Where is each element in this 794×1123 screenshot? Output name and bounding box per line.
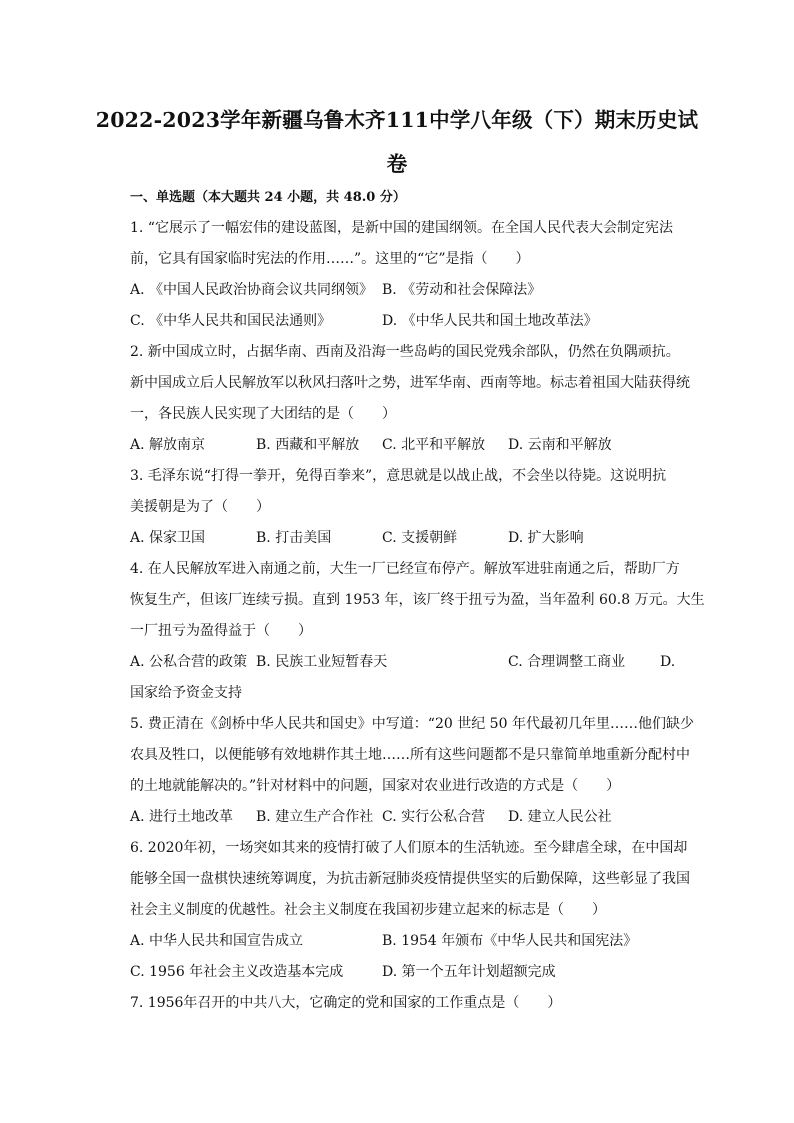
exam-title [90, 98, 704, 186]
question-3-line-2: 美援朝是为了（ ） [130, 499, 270, 515]
section-heading: 一、单选题（本大题共 24 小题，共 48.0 分） [130, 190, 406, 205]
question-5-line-3: 的土地就能解决的。”针对材料中的问题，国家对农业进行改造的方式是（ ） [130, 778, 621, 794]
question-4-line-1: 4. 在人民解放军进入南通之前，大生一厂已经宣布停产。解放军进驻南通之后，帮助厂方 [130, 561, 680, 577]
question-6-line-2: 能够全国一盘棋快速统筹调度，为抗击新冠肺炎疫情提供坚实的后勤保障，这些彰显了我国 [130, 871, 690, 887]
question-2-line-3: 一，各民族人民实现了大团结的是（ ） [130, 406, 396, 422]
question-5-line-2: 农具及牲口，以便能够有效地耕作其土地……所有这些问题都不是只靠简单地重新分配村中 [130, 747, 690, 763]
question-3-option-a[interactable]: A. 保家卫国 [130, 530, 206, 546]
exam-title-line-2: 卷 [386, 152, 408, 176]
question-2-line-2: 新中国成立后人民解放军以秋风扫落叶之势，进军华南、西南等地。标志着祖国大陆获得统 [130, 375, 690, 391]
question-2-option-a[interactable]: A. 解放南京 [130, 437, 206, 453]
question-3-option-d[interactable]: D. 扩大影响 [508, 530, 584, 546]
question-2-option-d[interactable]: D. 云南和平解放 [508, 437, 612, 453]
question-2-option-c[interactable]: C. 北平和平解放 [382, 437, 486, 453]
question-1-option-c[interactable]: C. 《中华人民共和国民法通则》 [130, 313, 332, 329]
question-5-option-b[interactable]: B. 建立生产合作社 [256, 809, 374, 825]
question-2-line-1: 2. 新中国成立时，占据华南、西南及沿海一些岛屿的国民党残余部队，仍然在负隅顽抗。 [130, 344, 680, 360]
question-5-option-c[interactable]: C. 实行公私合营 [382, 809, 486, 825]
question-3-line-1: 3. 毛泽东说“打得一拳开，免得百拳来”，意思就是以战止战，不会坐以待毙。这说明抗 [130, 468, 667, 484]
question-1-line-1: 1. “它展示了一幅宏伟的建设蓝图，是新中国的建国纲领。在全国人民代表大会制定宪法 [130, 220, 673, 236]
question-1-line-2: 前，它具有国家临时宪法的作用……”。这里的“它”是指（ ） [130, 251, 530, 267]
exam-title-line-1: 2022-2023学年新疆乌鲁木齐111中学八年级（下）期末历史试 [95, 108, 699, 132]
question-4-line-2: 恢复生产，但该厂连续亏损。直到 1953 年，该厂终于扭亏为盈，当年盈利 60.8 万元。大生 [130, 592, 705, 608]
question-3-option-c[interactable]: C. 支援朝鲜 [382, 530, 458, 546]
question-4-option-d-letter[interactable]: D. [660, 654, 676, 670]
question-5-option-a[interactable]: A. 进行土地改革 [130, 809, 234, 825]
question-4-line-3: 一厂扭亏为盈得益于（ ） [130, 623, 312, 639]
question-1-option-b[interactable]: B. 《劳动和社会保障法》 [382, 282, 542, 298]
question-6-option-c[interactable]: C. 1956 年社会主义改造基本完成 [130, 964, 344, 980]
question-6-option-b[interactable]: B. 1954 年颁布《中华人民共和国宪法》 [382, 933, 638, 949]
question-2-option-b[interactable]: B. 西藏和平解放 [256, 437, 360, 453]
question-6-line-3: 社会主义制度的优越性。社会主义制度在我国初步建立起来的标志是（ ） [130, 902, 606, 918]
question-3-option-b[interactable]: B. 打击美国 [256, 530, 332, 546]
question-5-option-d[interactable]: D. 建立人民公社 [508, 809, 612, 825]
question-6-option-d[interactable]: D. 第一个五年计划超额完成 [382, 964, 556, 980]
question-4-option-c[interactable]: C. 合理调整工商业 [508, 654, 626, 670]
question-5-line-1: 5. 费正清在《剑桥中华人民共和国史》中写道：“20 世纪 50 年代最初几年里……他们缺少 [130, 716, 694, 732]
question-6-line-1: 6. 2020年初，一场突如其来的疫情打破了人们原本的生活轨迹。至今肆虐全球，在中国却 [130, 840, 688, 856]
question-7-line-1: 7. 1956年召开的中共八大，它确定的党和国家的工作重点是（ ） [130, 995, 562, 1011]
question-4-option-a[interactable]: A. 公私合营的政策 [130, 654, 248, 670]
question-6-option-a[interactable]: A. 中华人民共和国宣告成立 [130, 933, 304, 949]
question-1-option-a[interactable]: A. 《中国人民政治协商会议共同纲领》 [130, 282, 374, 298]
question-4-option-b[interactable]: B. 民族工业短暂春天 [256, 654, 388, 670]
question-1-option-d[interactable]: D. 《中华人民共和国土地改革法》 [382, 313, 598, 329]
question-4-option-d-text[interactable]: 国家给予资金支持 [130, 685, 242, 701]
